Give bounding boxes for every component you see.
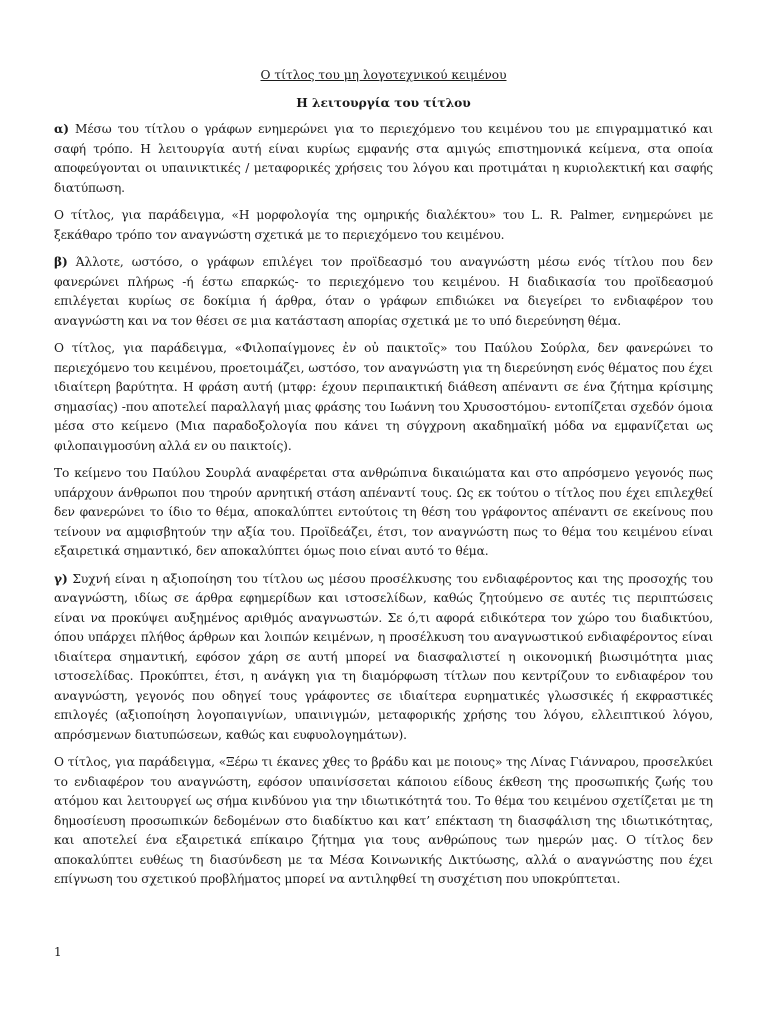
paragraph-marker: γ)	[54, 571, 68, 586]
paragraph-text: Ο τίτλος, για παράδειγμα, «Ξέρω τι έκανες χθες το βράδυ και με ποιους» της Λίνας Γιάνναρου, προσελκύει το ενδιαφέρον του αναγνώστη, εφόσον υπαινίσσεται κάποιου είδους έκθεση της προσωπικής ζωής του ατόμου και λειτουργεί ως σήμα κινδύνου για την ιδιωτικότητά του. Το θέμα του κειμένου σχετίζεται με τη δημοσίευση προσωπικών δεδομένων στο διαδίκτυο και κατ’ επέκταση τη διασφάλιση της ιδιωτικότητας, και αποτελεί ένα εξαιρετικά επίκαιρο ζήτημα για τους ανθρώπους των ημερών μας. Ο τίτλος δεν αποκαλύπτει ευθέως τη διασύνδεση με τα Μέσα Κοινωνικής Δικτύωσης, αλλά ο αναγνώστης που έχει επίγνωση του σχετικού προβλήματος μπορεί να αντιληφθεί τη συσχέτιση που υποκρύπτεται.	[54, 755, 713, 886]
paragraph-b	[54, 253, 713, 331]
paragraph-text: Συχνή είναι η αξιοποίηση του τίτλου ως μέσου προσέλκυσης του ενδιαφέροντος και της προσοχής του αναγνώστη, ιδίως σε άρθρα εφημερίδων και ιστοσελίδων, καθώς ζητούμενο σε αυτές τις περιπτώσεις είναι να προκύψει αυξημένος αριθμός αναγνωστών. Σε ό,τι αφορά ειδικότερα τον χώρο του διαδικτύου, όπου υπάρχει πλήθος άρθρων και λοιπών κειμένων, η προσέλκυση του αναγνωστικού ενδιαφέροντος είναι ιδιαίτερα σημαντική, εφόσον χάρη σε αυτή μπορεί να διασφαλιστεί η οικονομική βιωσιμότητα μιας ιστοσελίδας. Προκύπτει, έτσι, η ανάγκη για τη διαμόρφωση τίτλων που κεντρίζουν το ενδιαφέρον του αναγνώστη, γεγονός που οδηγεί τους γράφοντες σε ιδιαίτερα ευρηματικές γλωσσικές ή εκφραστικές επιλογές (αξιοποίηση λογοπαιγνίων, υπαινιγμών, μεταφορικής χρήσης του λόγου, ελλειπτικού λόγου, απρόσμενων διατυπώσεων, καθώς και ευφυολογημάτων).	[54, 571, 713, 742]
document-title: Ο τίτλος του μη λογοτεχνικού κειμένου	[260, 68, 507, 82]
paragraph-text: Το κείμενο του Παύλου Σουρλά αναφέρεται στα ανθρώπινα δικαιώματα και στο απρόσμενο γεγονός πως υπάρχουν άνθρωποι που τηρούν αρνητική στάση απέναντί τους. Ως εκ τούτου ο τίτλος που έχει επιλεχθεί δεν φανερώνει το ίδιο το θέμα, αποκαλύπτει εντούτοις τη θέση του γράφοντος απέναντι σε εκείνους που τείνουν να αμφισβητούν την αξία του. Προϊδεάζει, έτσι, τον αναγνώστη πως το θέμα του κειμένου είναι εξαιρετικά σημαντικό, δεν αποκαλύπτει όμως ποιο είναι αυτό το θέμα.	[54, 466, 713, 558]
paragraph-text: Ο τίτλος, για παράδειγμα, «Η μορφολογία της ομηρικής διαλέκτου» του L. R. Palmer, ενημερώνει με ξεκάθαρο τρόπο τον αναγνώστη σχετικά με το περιεχόμενο του κειμένου.	[54, 208, 713, 242]
paragraph-example-a	[54, 206, 713, 245]
document-subtitle: Η λειτουργία του τίτλου	[296, 96, 471, 110]
paragraph-marker: β)	[54, 255, 68, 269]
paragraph-example-b	[54, 339, 713, 456]
paragraph-a	[54, 120, 713, 198]
paragraph-example-c	[54, 753, 713, 890]
paragraph-explanation-b	[54, 464, 713, 562]
paragraph-text: Ο τίτλος, για παράδειγμα, «Φιλοπαίγμονες ἐν οὐ παικτοῖς» του Παύλου Σούρλα, δεν φανερώνει το περιεχόμενο του κειμένου, προετοιμάζει, ωστόσο, τον αναγνώστη για τη διερεύνηση ενός θέματος που έχει ιδιαίτερη βαρύτητα. Η φράση αυτή (μτφρ: έχουν περιπαικτική διάθεση απέναντι σε ένα ζήτημα κρίσιμης σημασίας) -που αποτελεί παραλλαγή μιας φράσης του Ιωάννη του Χρυσοστόμου- εντοπίζεται σχεδόν όμοια μέσα στο κείμενο (Μια παραδοξολογία που κάνει τη σύγχρονη ακαδημαϊκή μόδα να εμφανίζεται ως φιλοπαιγμοσύνη αλλά εν ου παικτοίς).	[54, 341, 713, 453]
document-body	[54, 66, 713, 898]
paragraph-text: Άλλοτε, ωστόσο, ο γράφων επιλέγει τον προϊδεασμό του αναγνώστη μέσω ενός τίτλου που δεν φανερώνει πλήρως -ή έστω επαρκώς- το περιεχόμενο του κειμένου. Η διαδικασία του προϊδεασμού επιλέγεται κυρίως σε δοκίμια ή άρθρα, όταν ο γράφων επιδιώκει να διεγείρει το ενδιαφέρον του αναγνώστη και να τον θέσει σε μια κατάσταση απορίας σχετικά με το υπό διερεύνηση θέμα.	[54, 255, 713, 328]
paragraph-text: Μέσω του τίτλου ο γράφων ενημερώνει για το περιεχόμενο του κειμένου του με επιγραμματικό και σαφή τρόπο. Η λειτουργία αυτή είναι κυρίως εμφανής στα αμιγώς επιστημονικά κείμενα, στα οποία αποφεύγονται οι υπαινικτικές / μεταφορικές χρήσεις του λόγου και προτιμάται η κυριολεκτική και σαφής διατύπωση.	[54, 122, 713, 195]
paragraph-marker: α)	[54, 122, 69, 136]
page-number: 1	[54, 945, 62, 959]
paragraph-c	[54, 570, 713, 746]
